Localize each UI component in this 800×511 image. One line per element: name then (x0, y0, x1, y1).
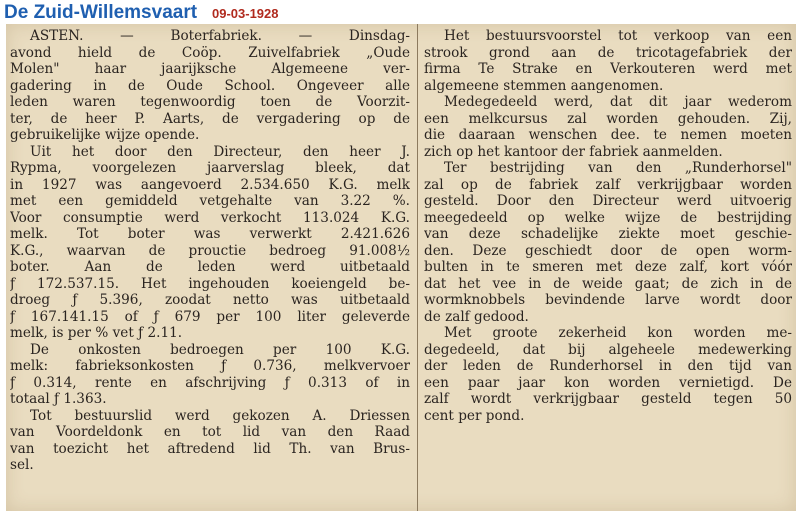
article-line: een melkcursus zal worden gehouden. Zij, (424, 110, 792, 127)
masthead (0, 0, 800, 26)
article-line: in 1927 was aangevoerd 2.534.650 K.G. melk (10, 176, 410, 193)
article-line: meegedeeld op welke wijze de bestrijding (424, 209, 792, 226)
article-line: met een gemiddeld vetgehalte van 3.22 %. (10, 193, 410, 209)
article-column-left (10, 28, 410, 508)
article-line: degedeeld, dat bij algeheele medewerking (424, 341, 792, 358)
article-line: melk. Tot boter was verwerkt 2.421.626 (10, 226, 410, 242)
article-line: gesteld. Door den Directeur werd uitvoerig (424, 193, 792, 209)
article-line: Ter bestrijding van den „Runderhorsel" (444, 160, 792, 176)
article-line: algemeene stemmen aangenomen. (424, 77, 664, 94)
article-line: Met groote zekerheid kon worden me- (444, 325, 792, 341)
article-line: Tot bestuurslid werd gekozen A. Driessen (30, 407, 410, 424)
article-line: Het bestuursvoorstel tot verkoop van een (444, 28, 792, 44)
article-column-right (424, 28, 792, 508)
article-line: cent per pond. (424, 407, 525, 424)
article-line: K.G., waarvan de prouctie bedroeg 91.008½ (10, 242, 410, 259)
article-line: ƒ 172.537.15. Het ingehouden koeiengeld be- (10, 275, 410, 292)
article-line: den. Deze geschiedt door de open worm- (424, 242, 792, 259)
article-line: Medegedeeld werd, dat dit jaar wederom (444, 94, 792, 110)
article-line: avond hield de Coöp. Zuivelfabriek „Oude (10, 44, 410, 61)
article-line: van Voordeldonk en tot lid van den Raad (10, 424, 410, 440)
publication-date: 09-03-1928 (212, 6, 279, 21)
article-line: gadering in de Oude School. Ongeveer alle (10, 77, 410, 94)
article-line: droeg ƒ 5.396, zoodat netto was uitbetaald (10, 292, 410, 308)
column-divider (417, 24, 418, 511)
article-line: firma Te Strake en Verkouteren werd met (424, 61, 792, 77)
article-line: der leden de Runderhorsel in den tijd van (424, 358, 792, 374)
article-line: Voor consumptie werd verkocht 113.024 K.G. (10, 209, 410, 226)
article-line: strook grond aan de tricotagefabriek der (424, 44, 792, 61)
article-line: een paar jaar kon worden vernietigd. De (424, 374, 792, 391)
article-line: totaal ƒ 1.363. (10, 391, 107, 407)
article-line: ƒ 167.141.15 of ƒ 679 per 100 liter geleverde (10, 308, 410, 325)
article-line: leden waren tegenwoordig toen de Voorzit- (10, 94, 410, 110)
article-line: die daaraan wenschen dee. te nemen moeten (424, 127, 792, 143)
article-line: melk: fabrieksonkosten ƒ 0.736, melkvervoer (10, 358, 410, 374)
article-line: van deze schadelijke ziekte moet geschie- (424, 226, 792, 242)
article-line: dat het vee in de weide gaat; de zich in de (424, 275, 792, 292)
article-line: boter. Aan de leden werd uitbetaald (10, 259, 410, 275)
article-line: sel. (10, 457, 34, 473)
newspaper-title: De Zuid-Willemsvaart (4, 2, 198, 23)
article-line: Rypma, voorgelezen jaarverslag bleek, dat (10, 160, 410, 176)
article-line: zich op het kantoor der fabriek aanmelden. (424, 143, 723, 160)
article-line: gebruikelijke wijze opende. (10, 127, 200, 143)
article-line: van toezicht het aftredend lid Th. van Brus- (10, 440, 410, 457)
article-line: ter, de heer P. Aarts, de vergadering op de (10, 110, 410, 127)
article-line: De onkosten bedroegen per 100 K.G. (30, 341, 410, 358)
newspaper-clipping (6, 24, 796, 511)
article-line: bulten in te smeren met deze zalf, kort vóór (424, 259, 792, 275)
article-line: de zalf gedood. (424, 308, 529, 325)
article-line: Molen" haar jaarijksche Algemeene ver- (10, 61, 410, 77)
article-line: zalf wordt verkrijgbaar gesteld tegen 50 (424, 391, 792, 407)
article-line: ASTEN. — Boterfabriek. — Dinsdag- (30, 28, 410, 44)
article-line: wormknobbels bevindende larve wordt door (424, 292, 792, 308)
article-line: Uit het door den Directeur, den heer J. (30, 143, 410, 160)
article-line: zal op de fabriek zalf verkrijgbaar worden (424, 176, 792, 193)
article-line: ƒ 0.314, rente en afschrijving ƒ 0.313 of in (10, 374, 410, 391)
article-line: melk, is per % vet ƒ 2.11. (10, 325, 183, 341)
